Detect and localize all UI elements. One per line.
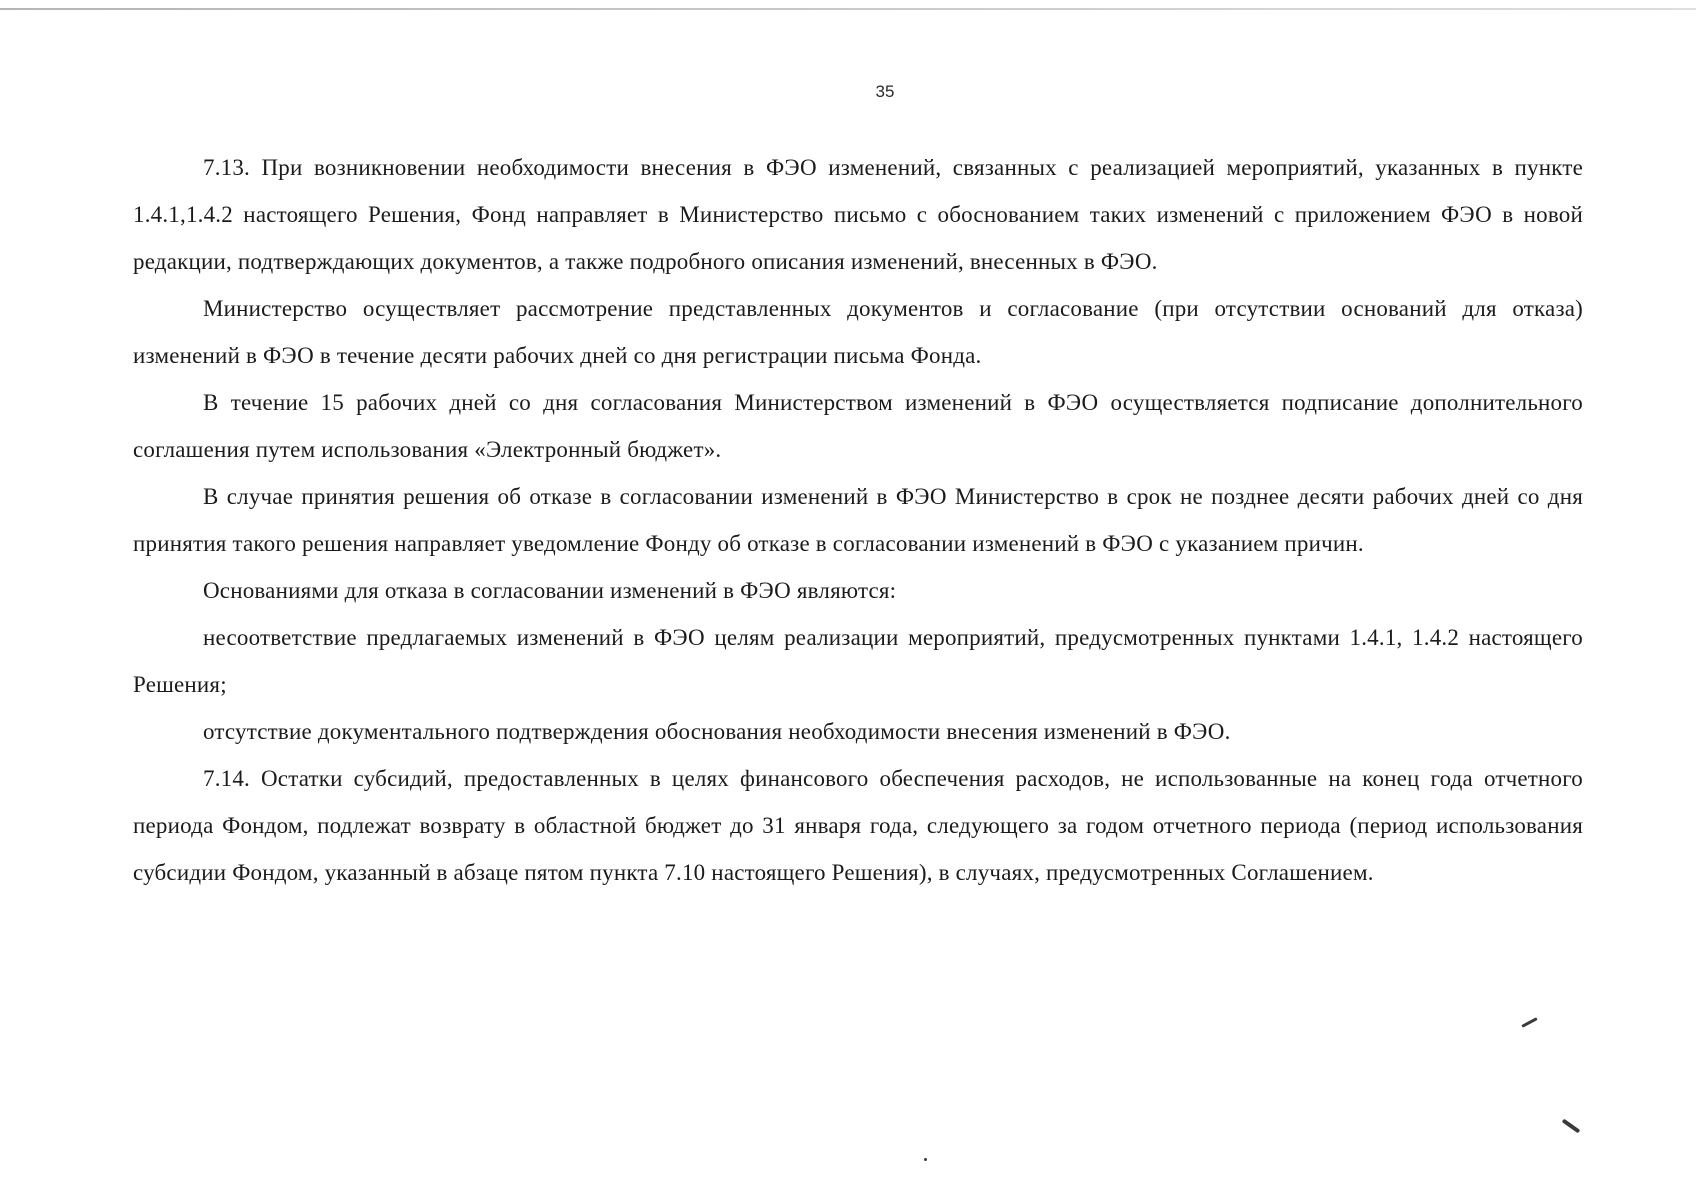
scan-top-edge — [0, 8, 1696, 10]
paragraph-signing: В течение 15 рабочих дней со дня согласования Министерством изменений в ФЭО осуществляется подписание дополнительного соглашения путем использования «Электронный бюджет». — [133, 390, 1583, 462]
paragraph-refusal-grounds-intro: Основаниями для отказа в согласовании изменений в ФЭО являются: — [203, 578, 897, 603]
scan-pen-mark — [1562, 1119, 1581, 1134]
paragraph-refusal-notice: В случае принятия решения об отказе в согласовании изменений в ФЭО Министерство в срок не позднее десяти рабочих дней со дня принятия такого решения направляет уведомление Фонду об отказе в согласовании изменений в ФЭО с указанием причин. — [133, 484, 1583, 556]
paragraph-7-14: 7.14. Остатки субсидий, предоставленных в целях финансового обеспечения расходов, не использованные на конец года отчетного периода Фондом, подлежат возврату в областной бюджет до 31 января года, следующего за годом отчетного периода (период использования субсидии Фондом, указанный в абзаце пятом пункта 7.10 настоящего Решения), в случаях, предусмотренных Соглашением. — [133, 766, 1583, 885]
paragraph-refusal-ground-1: несоответствие предлагаемых изменений в ФЭО целям реализации мероприятий, предусмотренных пунктами 1.4.1, 1.4.2 настоящего Решения; — [133, 625, 1583, 697]
paragraph-ministry-review: Министерство осуществляет рассмотрение представленных документов и согласование (при отсутствии оснований для отказа) изменений в ФЭО в течение десяти рабочих дней со дня регистрации письма Фонда. — [133, 296, 1583, 368]
scan-pen-mark — [1521, 1017, 1537, 1028]
scan-dot-mark — [924, 1158, 927, 1161]
paragraph-refusal-ground-2: отсутствие документального подтверждения обоснования необходимости внесения изменений в ФЭО. — [203, 719, 1231, 744]
document-body — [133, 144, 1583, 896]
page-number: 35 — [875, 82, 895, 101]
paragraph-7-13: 7.13. При возникновении необходимости внесения в ФЭО изменений, связанных с реализацией мероприятий, указанных в пункте 1.4.1,1.4.2 настоящего Решения, Фонд направляет в Министерство письмо с обоснованием таких изменений с приложением ФЭО в новой редакции, подтверждающих документов, а также подробного описания изменений, внесенных в ФЭО. — [133, 155, 1583, 274]
